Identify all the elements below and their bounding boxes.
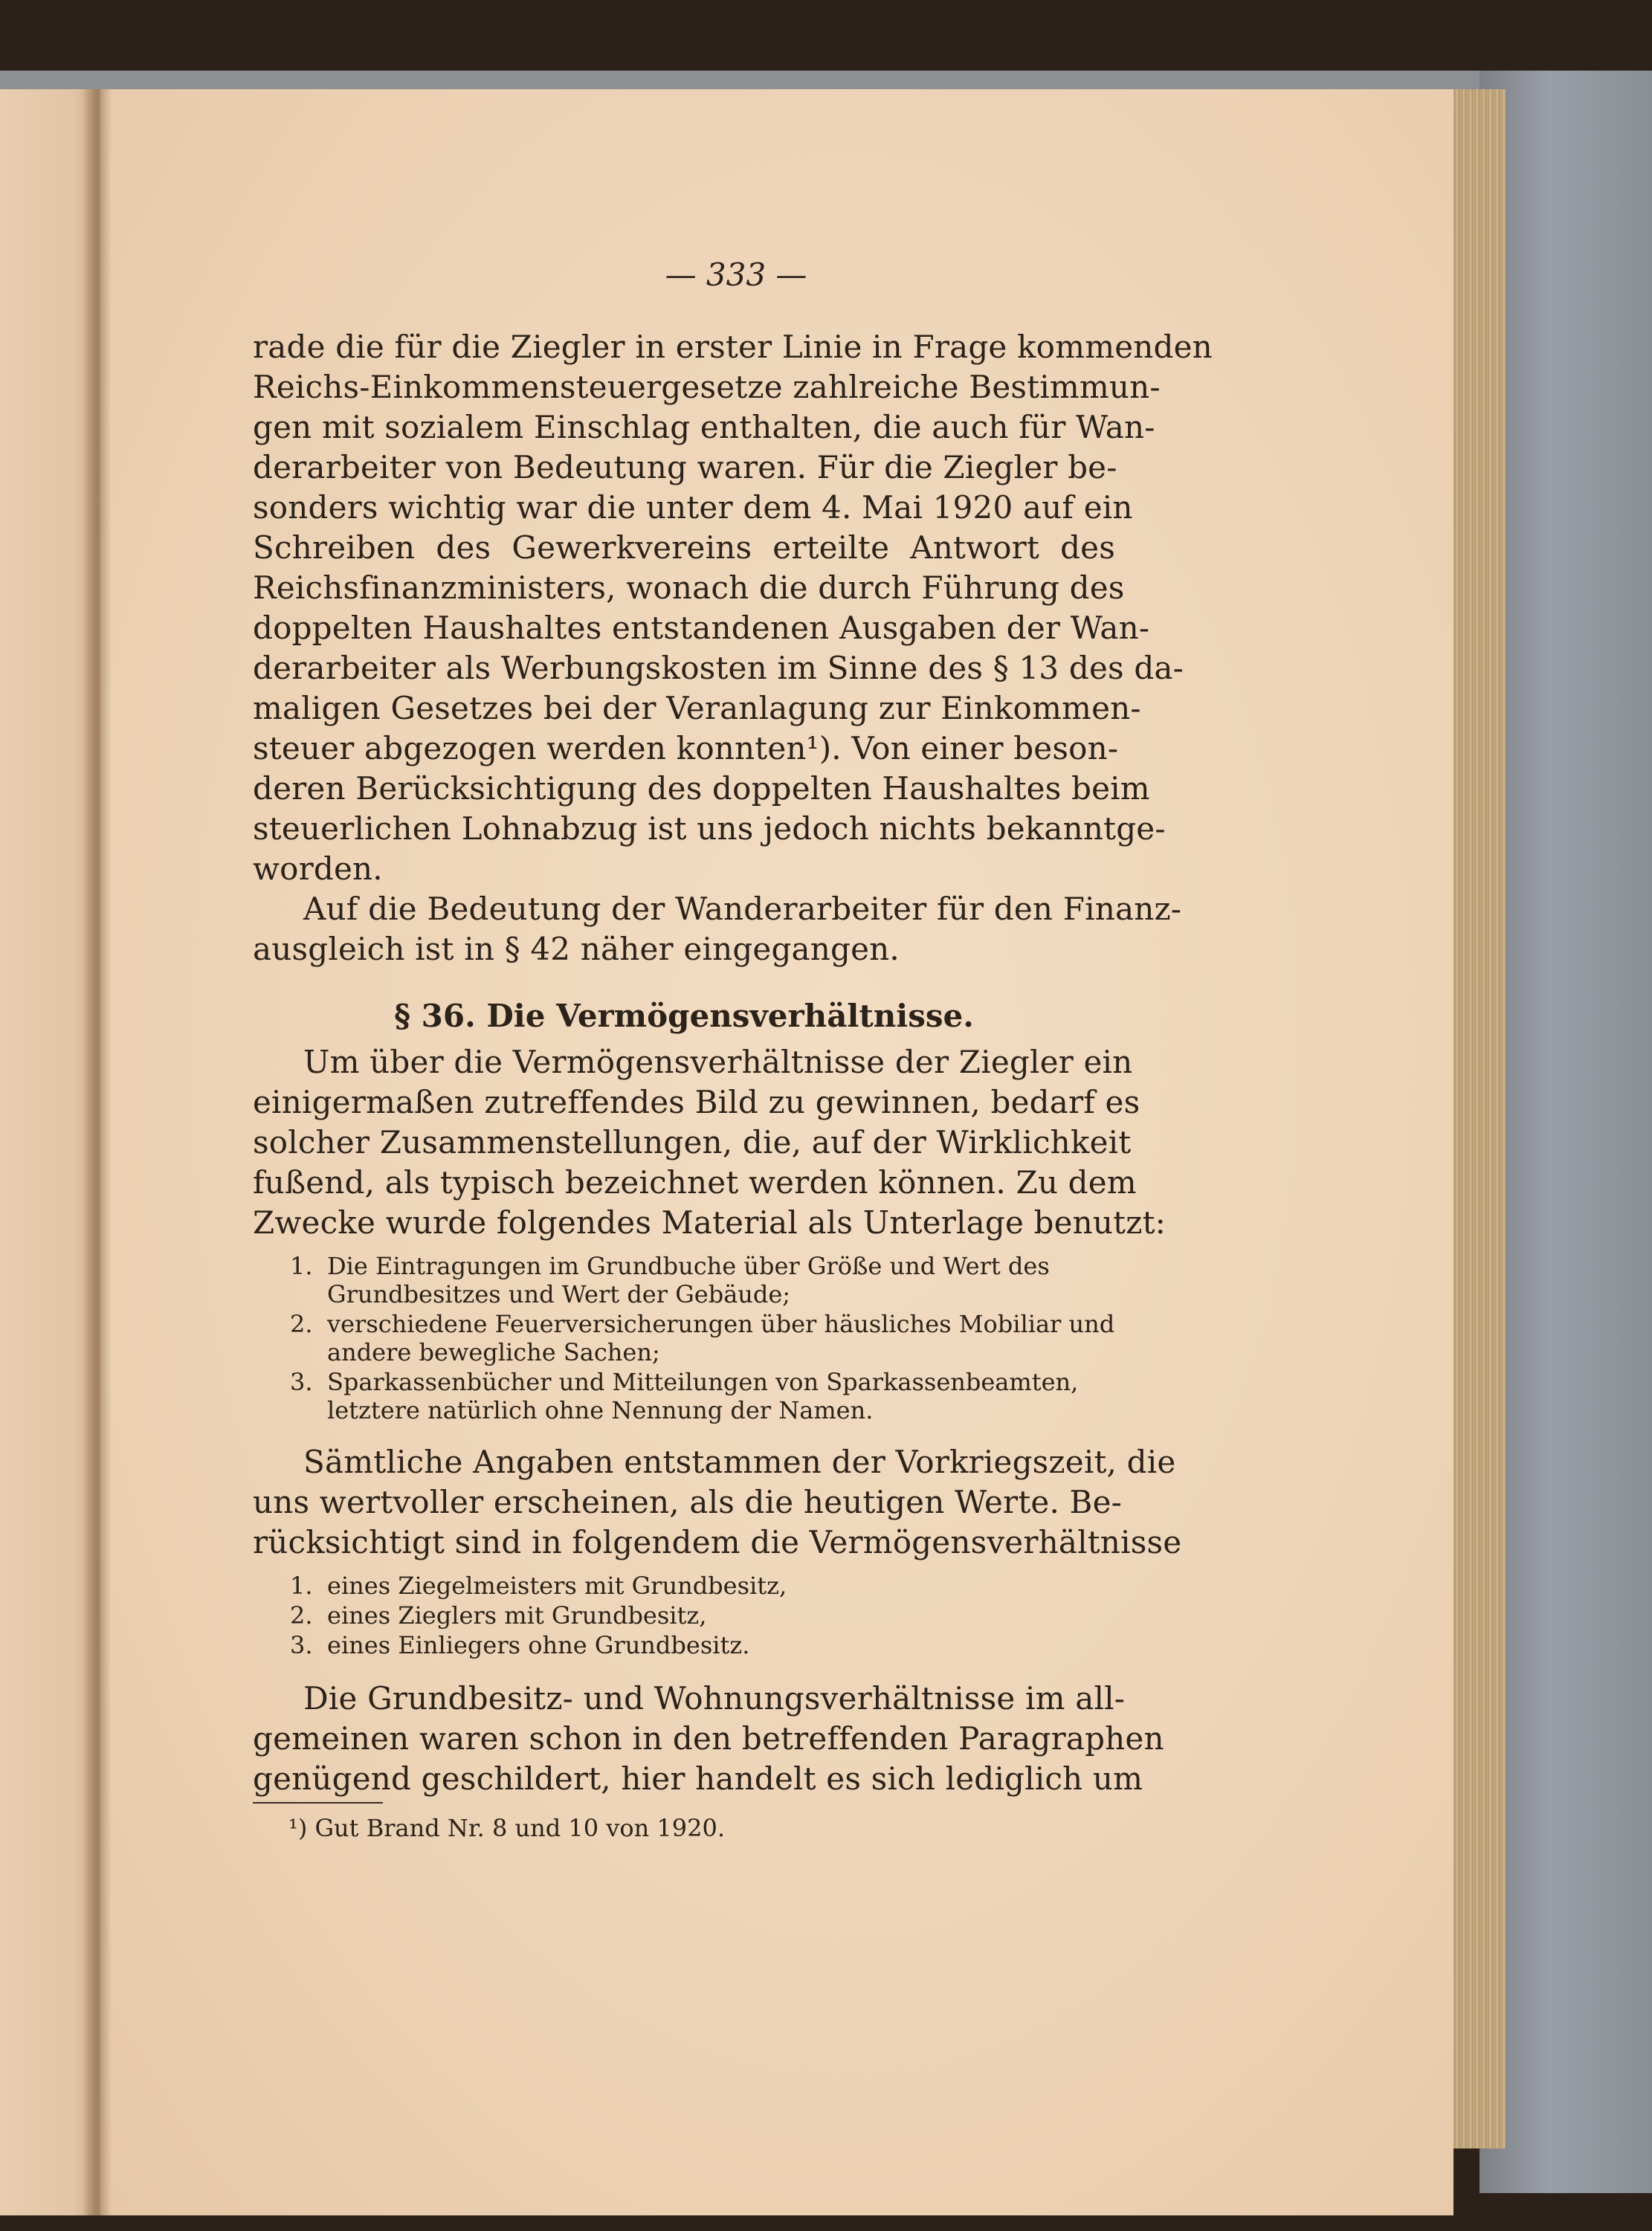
list-item: andere bewegliche Sachen; xyxy=(327,1338,660,1366)
page-block-edges xyxy=(1446,89,1506,2148)
list-item: Grundbesitzes und Wert der Gebäude; xyxy=(327,1280,791,1308)
paragraph-line: derarbeiter von Bedeutung waren. Für die Ziegler be- xyxy=(253,449,1117,485)
paragraph-line: rücksichtigt sind in folgendem die Vermögensverhältnisse xyxy=(253,1524,1182,1560)
list-item: Sparkassenbücher und Mitteilungen von Sparkassenbeamten, xyxy=(327,1368,1079,1396)
list-number: 2. xyxy=(290,1310,313,1338)
paragraph-line: Reichs-Einkommensteuergesetze zahlreiche Bestimmun- xyxy=(253,369,1161,405)
paragraph-line: genügend geschildert, hier handelt es sich lediglich um xyxy=(253,1760,1143,1797)
paragraph-line: Zwecke wurde folgendes Material als Unterlage benutzt: xyxy=(253,1204,1167,1241)
list-number: 3. xyxy=(290,1631,313,1659)
paragraph-line: Auf die Bedeutung der Wanderarbeiter für den Finanz- xyxy=(303,891,1182,927)
paragraph-line: steuerlichen Lohnabzug ist uns jedoch nichts bekanntge- xyxy=(253,810,1166,847)
list-item: verschiedene Feuerversicherungen über häusliches Mobiliar und xyxy=(327,1310,1115,1338)
list-item: Die Eintragungen im Grundbuche über Größe und Wert des xyxy=(327,1252,1050,1280)
paragraph-line: sonders wichtig war die unter dem 4. Mai 1920 auf ein xyxy=(253,489,1133,526)
paragraph-line: doppelten Haushaltes entstandenen Ausgaben der Wan- xyxy=(253,610,1150,646)
paragraph-line: gemeinen waren schon in den betreffenden Paragraphen xyxy=(253,1720,1164,1757)
paragraph-line: einigermaßen zutreffendes Bild zu gewinnen, bedarf es xyxy=(253,1084,1140,1120)
paragraph-line: Sämtliche Angaben entstammen der Vorkriegszeit, die xyxy=(303,1444,1176,1480)
list-number: 1. xyxy=(290,1252,313,1280)
paragraph-line: gen mit sozialem Einschlag enthalten, die auch für Wan- xyxy=(253,409,1155,445)
paragraph-line: derarbeiter als Werbungskosten im Sinne des § 13 des da- xyxy=(253,650,1184,686)
paragraph-line: fußend, als typisch bezeichnet werden können. Zu dem xyxy=(253,1164,1137,1201)
paragraph-line: ausgleich ist in § 42 näher eingegangen. xyxy=(253,931,900,967)
list-item: letztere natürlich ohne Nennung der Namen. xyxy=(327,1396,874,1424)
paragraph-line: solcher Zusammenstellungen, die, auf der Wirklichkeit xyxy=(253,1124,1132,1160)
list-item: eines Ziegelmeisters mit Grundbesitz, xyxy=(327,1572,787,1600)
paragraph-line: Reichsfinanzministers, wonach die durch Führung des xyxy=(253,569,1125,606)
paragraph-line: deren Berücksichtigung des doppelten Haushaltes beim xyxy=(253,770,1150,807)
footnote: ¹) Gut Brand Nr. 8 und 10 von 1920. xyxy=(288,1814,725,1842)
list-number: 2. xyxy=(290,1601,313,1630)
paragraph-line: maligen Gesetzes bei der Veranlagung zur Einkommen- xyxy=(253,690,1141,726)
list-number: 1. xyxy=(290,1572,313,1600)
page-number: — 333 — xyxy=(665,256,807,293)
list-number: 3. xyxy=(290,1368,313,1396)
paragraph-line: steuer abgezogen werden konnten¹). Von einer beson- xyxy=(253,730,1119,766)
paragraph-line: worden. xyxy=(253,850,383,887)
list-item: eines Zieglers mit Grundbesitz, xyxy=(327,1601,707,1630)
paragraph-line: Die Grundbesitz- und Wohnungsverhältnisse im all- xyxy=(303,1680,1126,1717)
paragraph-line: Schreiben des Gewerkvereins erteilte Antwort des xyxy=(253,529,1115,566)
paragraph-line: Um über die Vermögensverhältnisse der Ziegler ein xyxy=(303,1044,1133,1080)
paragraph-line: uns wertvoller erscheinen, als die heutigen Werte. Be- xyxy=(253,1484,1123,1520)
footnote-rule xyxy=(253,1802,383,1804)
list-item: eines Einliegers ohne Grundbesitz. xyxy=(327,1631,750,1659)
book-gutter xyxy=(82,89,112,2215)
section-heading: § 36. Die Vermögensverhältnisse. xyxy=(394,998,974,1034)
paragraph-line: rade die für die Ziegler in erster Linie in Frage kommenden xyxy=(253,329,1213,365)
